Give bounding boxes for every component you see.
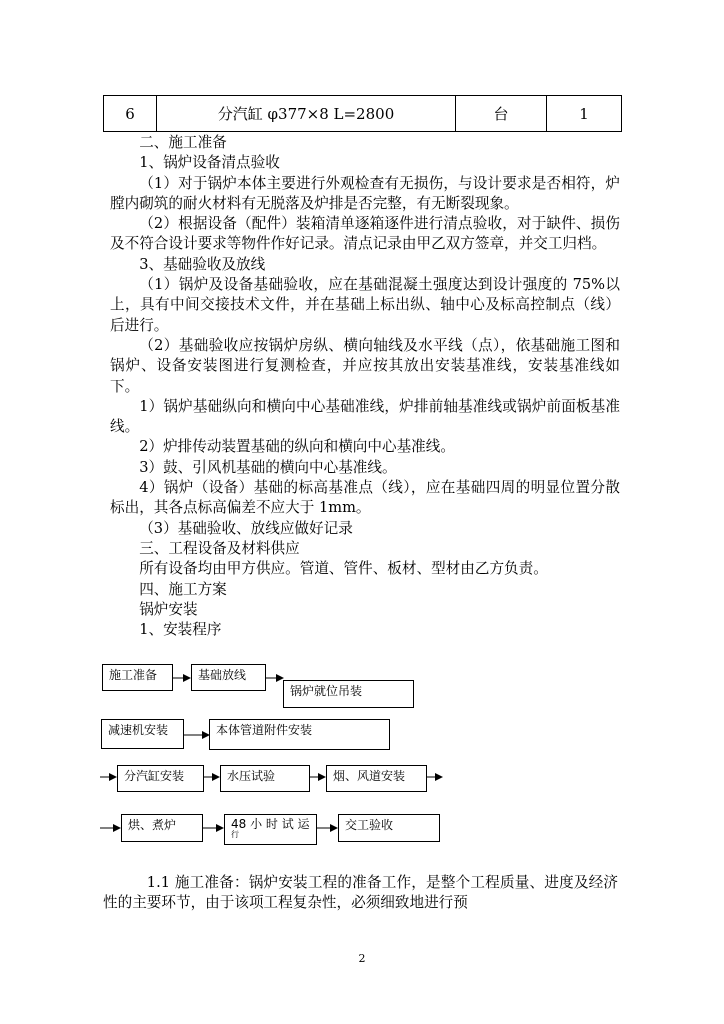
list-item: 3）鼓、引风机基础的横向中心基准线。 — [139, 458, 397, 476]
bottom-text — [103, 873, 618, 913]
paragraph: （2）基础验收应按锅炉房纵、横向轴线及水平线（点），依基础施工图和锅炉、设备安装图进行复测检查，并应按其放出安装基准线，安装基准线如下。 — [110, 336, 620, 395]
flow-step-48h-label: 48 小 时 试 运 — [231, 817, 310, 831]
row-number: 6 — [104, 96, 157, 132]
paragraph: （2）根据设备（配件）装箱清单逐箱逐件进行清点验收，对于缺件、损伤及不符合设计要求等物件作好记录。清点记录由甲乙双方签章，并交工归档。 — [110, 215, 620, 253]
subsection-heading: 锅炉安装 — [139, 600, 198, 618]
section-heading: 二、施工准备 — [139, 134, 227, 151]
section-heading: 四、施工方案 — [139, 580, 227, 598]
paragraph: （3）基础验收、放线应做好记录 — [139, 519, 353, 537]
unit-cell: 台 — [456, 96, 547, 132]
paragraph: （1）锅炉及设备基础验收，应在基础混凝土强度达到设计强度的 75%以上，具有中间交接技术文件，并在基础上标出纵、轴中心及标高控制点（线）后进行。 — [110, 276, 620, 334]
flow-step-reducer: 减速机安装 — [101, 719, 184, 749]
flow-step-hoist: 锅炉就位吊装 — [283, 680, 414, 708]
flow-step-prep: 施工准备 — [102, 664, 173, 691]
list-item: 1）锅炉基础纵向和横向中心基础准线，炉排前轴基准线或锅炉前面板基准线。 — [110, 397, 620, 436]
flow-step-accept: 交工验收 — [338, 814, 440, 842]
flow-step-pipes: 本体管道附件安装 — [209, 719, 390, 750]
subsection-heading: 1、安装程序 — [139, 621, 222, 639]
section-heading: 三、工程设备及材料供应 — [139, 539, 300, 557]
list-item: 2）炉排传动装置基础的纵向和横向中心基准线。 — [139, 438, 455, 456]
paragraph: 1.1 施工准备：锅炉安装工程的准备工作，是整个工程质量、进度及经济性的主要环节，由于该项工程复杂性，必须细致地进行预 — [103, 874, 618, 911]
subsection-heading: 1、锅炉设备清点验收 — [139, 154, 280, 172]
flow-step-48h-sublabel: 行 — [231, 830, 239, 839]
flow-step-bake: 烘、煮炉 — [121, 814, 203, 842]
quantity-cell: 1 — [547, 96, 622, 132]
list-item: 4）锅炉（设备）基础的标高基准点（线），应在基础四周的明显位置分散标出，其各点标高偏差不应大于 1mm。 — [110, 479, 620, 517]
flow-step-48h-run — [224, 814, 317, 845]
equipment-name: 分汽缸 φ377×8 L=2800 — [157, 96, 456, 132]
flow-step-base: 基础放线 — [191, 664, 266, 691]
page-number: 2 — [358, 952, 366, 965]
flow-step-flue: 烟、风道安装 — [326, 765, 427, 792]
flow-step-hydro: 水压试验 — [220, 765, 310, 792]
paragraph: 所有设备均由甲方供应。管道、管件、板材、型材由乙方负责。 — [139, 560, 548, 578]
paragraph: （1）对于锅炉本体主要进行外观检查有无损伤，与设计要求是否相符，炉膛内砌筑的耐火材料有无脱落及炉排是否完整，有无断裂现象。 — [110, 174, 620, 212]
flow-step-header: 分汽缸安装 — [117, 765, 204, 792]
subsection-heading: 3、基础验收及放线 — [139, 255, 266, 273]
